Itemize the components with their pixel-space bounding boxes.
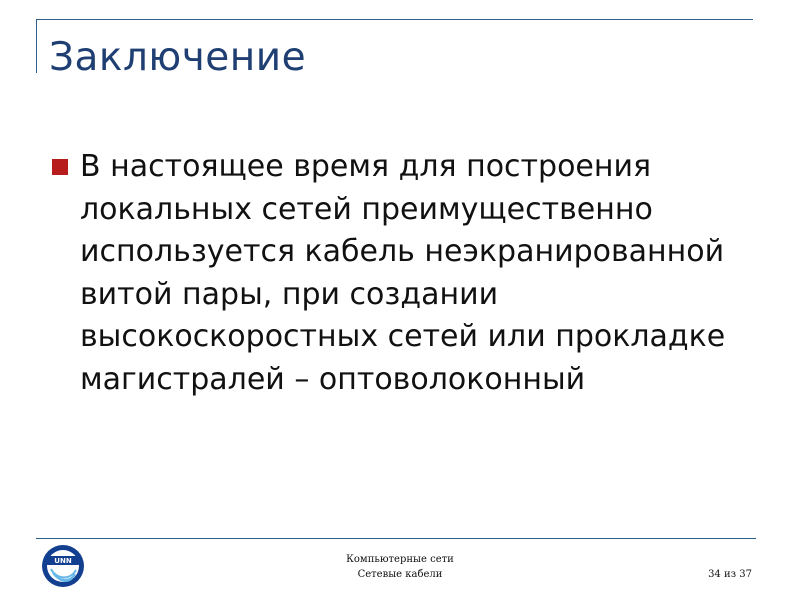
bullet-item bbox=[48, 146, 758, 401]
footer-course: Компьютерные сети bbox=[346, 554, 454, 565]
logo-text: UNN bbox=[54, 557, 72, 565]
university-logo-icon bbox=[40, 543, 86, 589]
footer-center-text bbox=[300, 552, 500, 582]
title-frame-top-line bbox=[36, 19, 753, 20]
bullet-text: В настоящее время для построения локальных сетей преимущественно используется кабель неэкранированной витой пары, при создании высокоскоростных сетей или прокладке магистралей – оптоволоконный bbox=[80, 149, 726, 397]
square-bullet-icon bbox=[52, 159, 68, 175]
footer-divider bbox=[36, 538, 756, 539]
slide-title: Заключение bbox=[49, 35, 307, 80]
page-number: 34 из 37 bbox=[708, 569, 752, 580]
bullet-list bbox=[48, 146, 758, 401]
title-frame-left-line bbox=[36, 19, 37, 73]
footer-topic: Сетевые кабели bbox=[357, 569, 443, 580]
